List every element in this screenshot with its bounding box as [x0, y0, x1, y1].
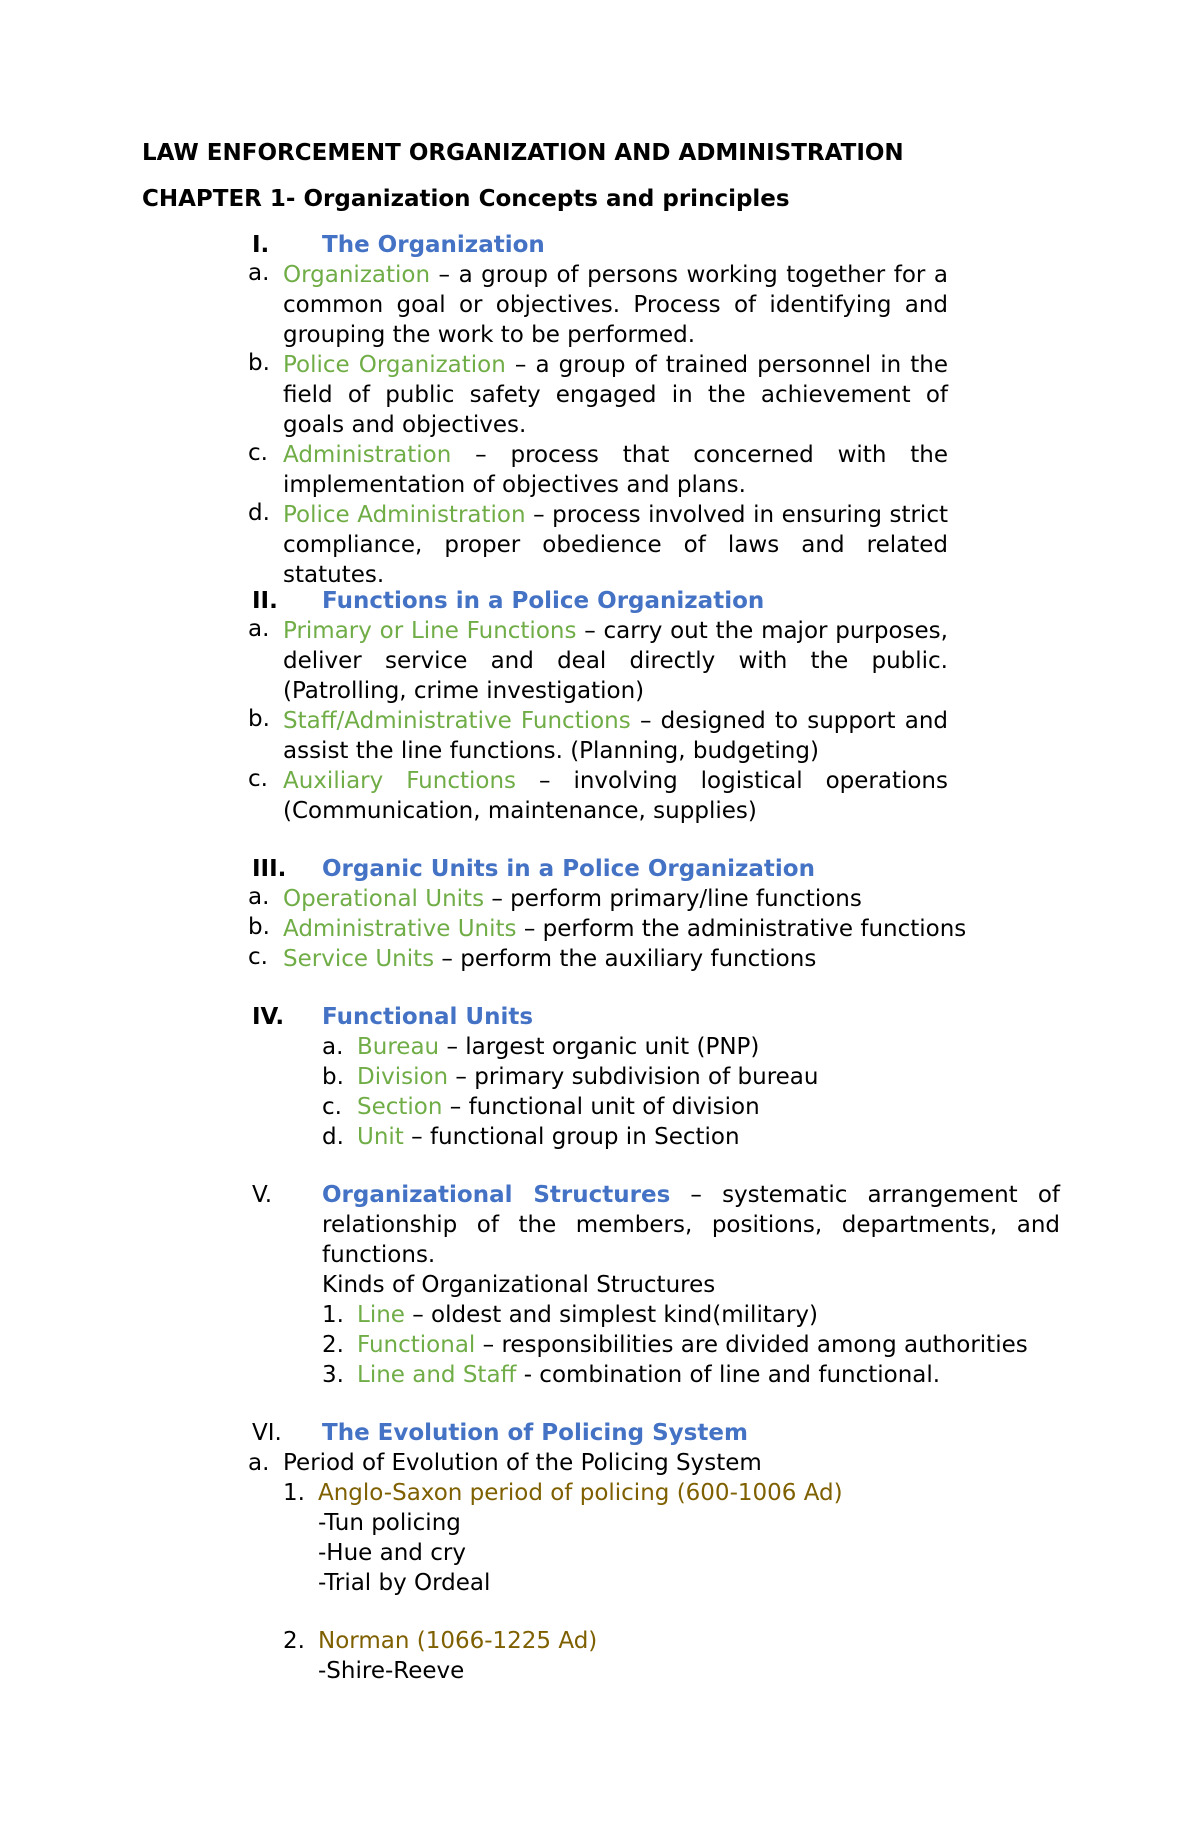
item-term: Unit — [357, 1124, 404, 1150]
item-label: a. — [248, 884, 270, 910]
section-title: Functions in a Police Organization — [322, 588, 765, 614]
item-label: 1. — [283, 1480, 305, 1506]
chapter-title: CHAPTER 1- Organization Concepts and principles — [142, 186, 790, 212]
period-item — [283, 1626, 597, 1656]
item-label: c. — [322, 1094, 342, 1120]
section-number: III. — [252, 856, 287, 882]
section-number: I. — [252, 232, 270, 258]
item-label: d. — [322, 1124, 344, 1150]
list-item — [322, 1300, 818, 1330]
item-text: – carry out the major purposes, deliver service and deal directly with the public. (Patrolling, crime investigation) — [283, 618, 948, 704]
period-title: Anglo-Saxon period of policing (600-1006 Ad) — [318, 1480, 843, 1506]
item-label: b. — [248, 706, 270, 732]
item-label: b. — [322, 1064, 344, 1090]
item-label: 2. — [283, 1628, 305, 1654]
list-item — [322, 1360, 940, 1390]
item-text: – perform the administrative functions — [516, 916, 967, 942]
item-label: 1. — [322, 1302, 344, 1328]
item-label: 3. — [322, 1362, 344, 1388]
list-item — [322, 1330, 1028, 1360]
section-title: Organic Units in a Police Organization — [322, 856, 815, 882]
item-text: – primary subdivision of bureau — [448, 1064, 819, 1090]
item-label: b. — [248, 350, 270, 376]
section-number: II. — [252, 588, 278, 614]
item-label: c. — [248, 440, 268, 466]
item-text: – designed to support and assist the line functions. (Planning, budgeting) — [283, 708, 949, 764]
list-item — [248, 1448, 762, 1478]
item-term: Division — [357, 1064, 449, 1090]
period-line: -Shire-Reeve — [318, 1658, 465, 1684]
kinds-label: Kinds of Organizational Structures — [322, 1272, 716, 1298]
item-text: – functional group in Section — [403, 1124, 740, 1150]
list-item — [322, 1062, 818, 1092]
item-term: Administration — [283, 442, 452, 468]
list-item — [248, 500, 948, 590]
list-item — [248, 350, 948, 440]
item-label: a. — [248, 260, 270, 286]
list-item — [248, 706, 948, 766]
item-term: Police Organization — [283, 352, 506, 378]
list-item — [248, 914, 967, 944]
item-text: – perform primary/line functions — [484, 886, 862, 912]
item-text: Period of Evolution of the Policing System — [283, 1450, 762, 1476]
list-item — [248, 884, 948, 914]
section-paragraph — [322, 1180, 1060, 1270]
item-term: Section — [357, 1094, 443, 1120]
item-text: – involving logistical operations (Communication, maintenance, supplies) — [283, 768, 948, 824]
list-item — [248, 440, 948, 500]
item-label: d. — [248, 500, 270, 526]
section-title: Organizational Structures — [322, 1182, 671, 1208]
item-term: Primary or Line Functions — [283, 618, 577, 644]
item-text: – process that concerned with the implementation of objectives and plans. — [283, 442, 948, 498]
period-line: -Hue and cry — [318, 1540, 466, 1566]
section-text: – systematic arrangement of relationship of the members, positions, departments, and functions. — [322, 1182, 1061, 1268]
item-text: – largest organic unit (PNP) — [439, 1034, 760, 1060]
item-text: - combination of line and functional. — [516, 1362, 941, 1388]
item-text: – functional unit of division — [442, 1094, 760, 1120]
item-text: – process involved in ensuring strict compliance, proper obedience of laws and related statutes. — [283, 502, 948, 588]
item-text: – a group of trained personnel in the field of public safety engaged in the achievement of goals and objectives. — [283, 352, 948, 438]
item-term: Service Units — [283, 946, 435, 972]
item-label: c. — [248, 766, 268, 792]
list-item — [322, 1032, 759, 1062]
item-term: Line and Staff — [357, 1362, 517, 1388]
section-title: The Organization — [322, 232, 545, 258]
list-item — [322, 1092, 760, 1122]
period-item — [283, 1478, 843, 1508]
period-line: -Tun policing — [318, 1510, 461, 1536]
item-term: Line — [357, 1302, 405, 1328]
item-term: Administrative Units — [283, 916, 517, 942]
period-line: -Trial by Ordeal — [318, 1570, 491, 1596]
item-text: – perform the auxiliary functions — [434, 946, 817, 972]
section-title: Functional Units — [322, 1004, 534, 1030]
item-label: 2. — [322, 1332, 344, 1358]
item-label: c. — [248, 944, 268, 970]
item-label: b. — [248, 914, 270, 940]
item-term: Bureau — [357, 1034, 440, 1060]
item-text: – responsibilities are divided among authorities — [475, 1332, 1028, 1358]
item-term: Operational Units — [283, 886, 485, 912]
document-title: LAW ENFORCEMENT ORGANIZATION AND ADMINISTRATION — [142, 140, 904, 166]
period-title: Norman (1066-1225 Ad) — [318, 1628, 598, 1654]
section-number: V. — [252, 1182, 273, 1208]
section-number: VI. — [252, 1420, 282, 1446]
list-item — [248, 766, 948, 826]
section-title: The Evolution of Policing System — [322, 1420, 748, 1446]
item-term: Organization — [283, 262, 431, 288]
item-label: a. — [322, 1034, 344, 1060]
item-label: a. — [248, 1450, 270, 1476]
item-term: Police Administration — [283, 502, 526, 528]
item-term: Auxiliary Functions — [283, 768, 517, 794]
item-term: Functional — [357, 1332, 476, 1358]
list-item — [248, 944, 948, 974]
item-term: Staff/Administrative Functions — [283, 708, 631, 734]
list-item — [248, 616, 948, 706]
item-label: a. — [248, 616, 270, 642]
item-text: – a group of persons working together for a common goal or objectives. Process of identifying and grouping the work to be performed. — [283, 262, 948, 348]
list-item — [322, 1122, 740, 1152]
item-text: – oldest and simplest kind(military) — [404, 1302, 818, 1328]
section-number: IV. — [252, 1004, 285, 1030]
list-item — [248, 260, 948, 350]
